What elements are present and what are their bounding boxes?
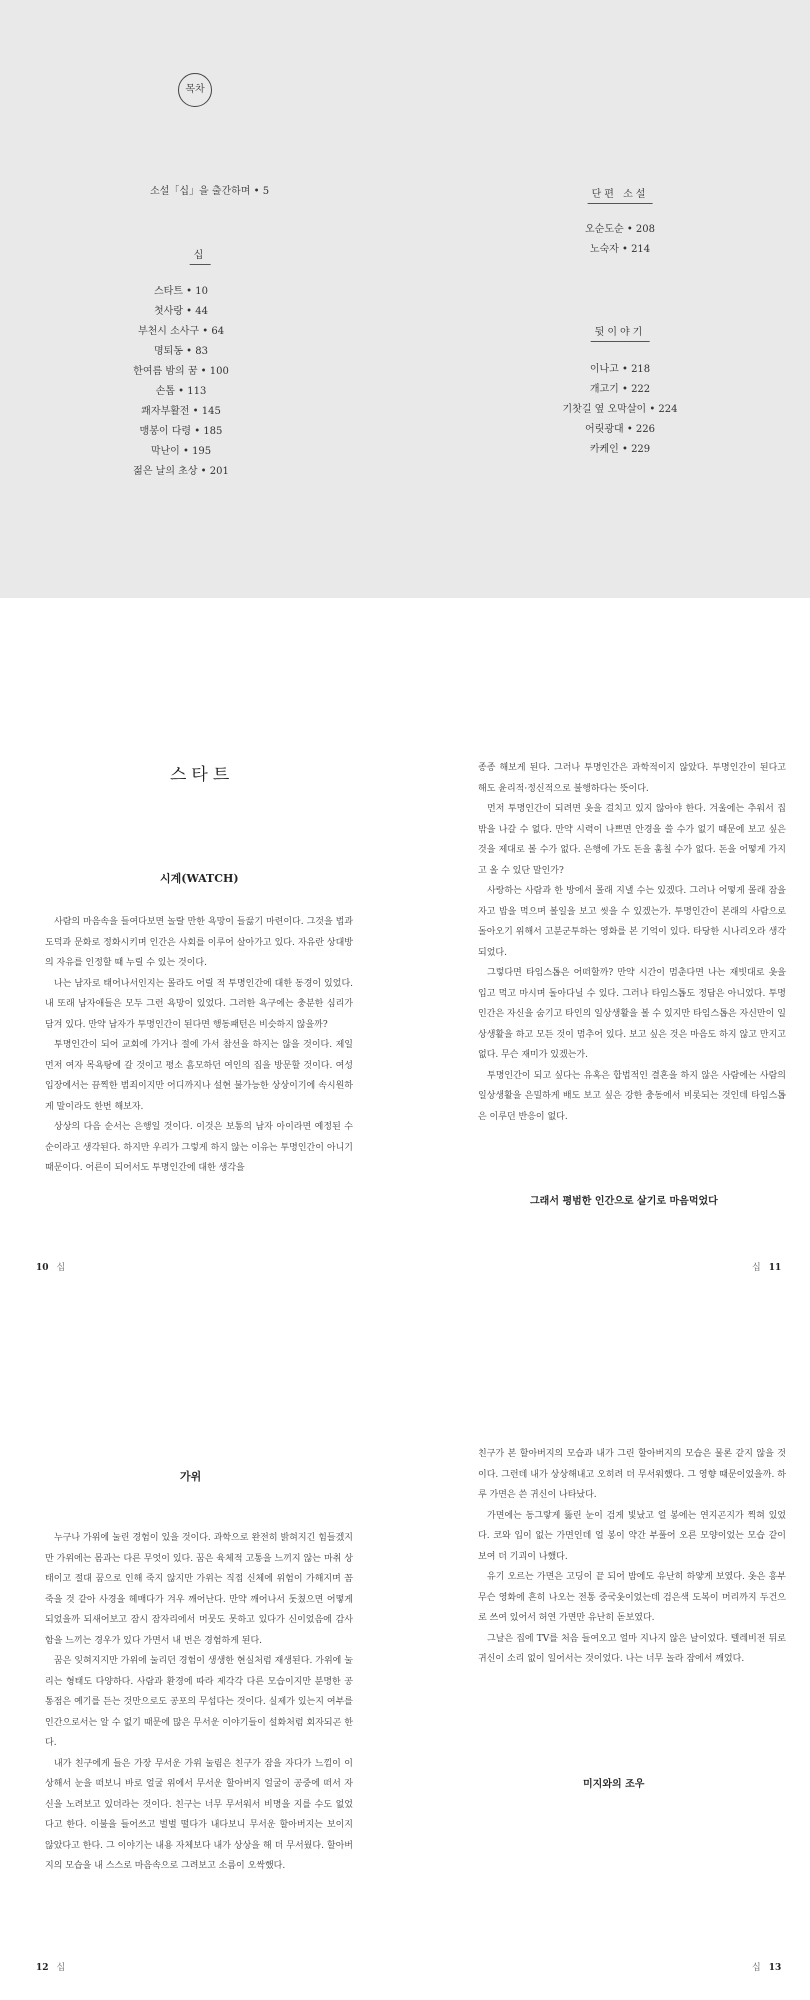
toc-item[interactable]: 부천시 소사구 • 64 bbox=[137, 326, 225, 337]
paragraph: 유기 오르는 가면은 고딩이 끝 되어 밤에도 유난히 하얗게 보였다. 옷은 흥부 무슨 영화에 흔히 나오는 전통 중국옷이었는데 검은색 도복이 머리까지 두건으로 쓰여 있어서 허연 가면만 유난히 돋보였다. bbox=[478, 1572, 786, 1623]
toc-item[interactable]: 카케인 • 229 bbox=[589, 444, 651, 455]
right-page-body bbox=[478, 758, 786, 1127]
paragraph: 그날은 집에 TV를 처음 들여오고 얼마 지나지 않은 날이었다. 텔레비전 뒤로 귀신이 소리 없이 일어서는 것이었다. 나는 너무 놀라 잠에서 깨었다. bbox=[478, 1633, 786, 1664]
paragraph: 상상의 다음 순서는 은행일 것이다. 이것은 보통의 남자 아이라면 예정된 수순이라고 생각된다. 하지만 우리가 그렇게 하지 않는 이유는 투명인간이 아니기 때문이다. 어른이 되어서도 투명인간에 대한 생각을 bbox=[45, 1122, 353, 1173]
folio-left bbox=[36, 1960, 73, 1973]
page-number: 10 bbox=[36, 1263, 49, 1273]
paragraph: 가면에는 동그랗게 뚫린 눈이 검게 빛났고 얼 봉에는 연지곤지가 찍혀 있었다. 코와 입이 없는 가면인데 얼 봉이 약간 부풀어 오른 모양이었는 모습 같이 보여 더 기괴이 나했다. bbox=[478, 1510, 786, 1562]
running-title: 십 bbox=[56, 1263, 66, 1273]
folio-left bbox=[36, 1260, 73, 1273]
running-title: 십 bbox=[56, 1963, 66, 1973]
toc-item[interactable]: 한여름 밤의 꿈 • 100 bbox=[133, 366, 229, 377]
paragraph: 사람의 마음속을 들여다보면 놀랄 만한 욕망이 들끓기 마련이다. 그것을 법과 도덕과 문화로 정화시키며 인간은 사회를 이루어 살아가고 있다. 자유란 상대방의 자유를 인정할 때 누릴 수 있는 것이다. bbox=[45, 917, 353, 968]
paragraph: 투명인간이 되고 싶다는 유혹은 합법적인 결혼을 하지 않은 사람에는 사람의 일상생활을 은밀하게 배도 보고 싶은 강한 충동에서 비롯되는 것인데 타임스톱은 이루던 반응이 없다. bbox=[478, 1070, 786, 1122]
toc-item[interactable]: 명퇴동 • 83 bbox=[154, 346, 208, 357]
paragraph: 친구가 본 할아버지의 모습과 내가 그린 할아버지의 모습은 물론 같지 않을 것이다. 그런데 내가 상상해내고 오히려 더 무서워했다. 그 영향 때문이었을까. 하루 가면은 쓴 귀신이 나타났다. bbox=[478, 1449, 786, 1500]
paragraph: 누구나 가위에 눌린 경험이 있을 것이다. 과학으로 완전히 밝혀지긴 힘들겠지만 가위에는 몸과는 다른 무엇이 있다. 꿈은 육체적 고통을 느끼지 않는 마취 상태이고 절대 꿈으로 인해 죽지 않지만 가위는 직접 신체에 위험이 가해지며 꼼 죽을 것 같아 사경을 헤매다가 겨우 깨어난다. 만약 깨어나서 돗쳤으면 어떻게 되었을까 되새어보고 잠시 잠자리에서 머뭇도 못하고 있다가 신이었음에 감사함을 느끼는 경우가 있다 가면서 내 번은 경험하게 된다. bbox=[45, 1533, 353, 1646]
paragraph: 사랑하는 사람과 한 방에서 몰래 지낼 수는 있겠다. 그러나 어떻게 몰래 잠을 자고 밥을 먹으며 볼일을 보고 씻을 수 있겠는가. 투명인간이 본래의 사람으로 돌아오기 위해서 고분군투하는 영화를 본 기억이 있다. 타당한 시나리오라 생각되었다. bbox=[478, 886, 786, 958]
toc-main-list bbox=[0, 282, 362, 482]
paragraph: 먼저 투명인간이 되려면 옷을 걸치고 있지 않아야 한다. 겨울에는 추워서 집 밖을 나갈 수 없다. 만약 시력이 나쁘면 안경을 쓸 수가 없기 때문에 보고 싶은 것을 제대로 볼 수가 없다. 은행에 가도 돈을 훔칠 수가 없다. 돈을 어떻게 가지고 올 수 있단 말인가? bbox=[478, 804, 786, 876]
toc-item[interactable]: 쾌자부활전 • 145 bbox=[141, 406, 221, 417]
toc-item[interactable]: 어릿광대 • 226 bbox=[585, 424, 655, 435]
running-title: 십 bbox=[752, 1263, 761, 1273]
page-spread-10-11 bbox=[0, 720, 810, 1290]
toc-item[interactable]: 손톱 • 113 bbox=[155, 386, 207, 397]
folio-right bbox=[744, 1960, 781, 1973]
toc-item[interactable]: 스타트 • 10 bbox=[154, 286, 208, 297]
toc-item[interactable]: 막난이 • 195 bbox=[150, 446, 212, 457]
toc-item[interactable]: 기찻길 옆 오막살이 • 224 bbox=[562, 404, 678, 415]
toc-item[interactable]: 오순도순 • 208 bbox=[585, 224, 655, 235]
closing-heading: 그래서 평범한 인간으로 살기로 마음먹었다 bbox=[530, 1196, 718, 1207]
section-subtitle: 시계(WATCH) bbox=[160, 872, 239, 885]
folio-right bbox=[744, 1260, 781, 1273]
running-title: 십 bbox=[752, 1963, 761, 1973]
toc-intro-entry[interactable]: 소설「십」을 출간하며 • 5 bbox=[150, 186, 270, 197]
toc-item[interactable]: 이나고 • 218 bbox=[589, 364, 651, 375]
toc-item[interactable]: 개고기 • 222 bbox=[589, 384, 651, 395]
page-spread-12-13 bbox=[0, 1400, 810, 1990]
section-subtitle: 가위 bbox=[180, 1470, 202, 1483]
page-number: 13 bbox=[768, 1963, 782, 1973]
toc-item[interactable]: 젊은 날의 초상 • 201 bbox=[133, 466, 229, 477]
toc-item[interactable]: 맹봉이 다령 • 185 bbox=[139, 426, 223, 437]
paragraph: 꿈은 잊혀지지만 가위에 눌리던 경험이 생생한 현실처럼 재생된다. 가위에 눌리는 형태도 다양하다. 사람과 환경에 따라 제각각 다른 모습이지만 분명한 공통점은 예기를 든는 것만으로도 공포의 무섭다는 것이다. 실제가 있는지 여부를 인간으로서는 알 수 없기 때문에 많은 무서운 이야기들이 설화처럼 회자되곤 한다. bbox=[45, 1656, 353, 1748]
paragraph: 종종 해보게 된다. 그러나 투명인간은 과학적이지 않았다. 투명인간이 된다고 해도 윤리적·정신적으로 불행하다는 뜻이다. bbox=[478, 763, 786, 794]
toc-after-list bbox=[520, 360, 720, 460]
paragraph: 나는 남자로 태어나서인지는 몰라도 어릴 적 투명인간에 대한 동경이 있었다. 내 또래 남자애들은 모두 그런 욕망이 있었다. 그러한 욕구에는 충분한 심리가 담겨 있다. 만약 남자가 투명인간이 된다면 행동패턴은 비슷하지 않을까? bbox=[45, 978, 353, 1030]
left-page-body bbox=[45, 1528, 353, 1877]
toc-badge: 목차 bbox=[178, 73, 212, 107]
toc-item[interactable]: 첫사랑 • 44 bbox=[154, 306, 208, 317]
toc-short-list bbox=[520, 220, 720, 260]
paragraph: 그렇다면 타임스톱은 어떠할까? 만약 시간이 멈춘다면 나는 재빗대로 옷을 입고 먹고 마시며 돌아다닐 수 있다. 그러나 타임스톱도 정답은 아니었다. 투명인간은 자신을 숨기고 타인의 일상생활을 볼 수 있지만 타임스톱은 자신만이 일상생활을 하고 모든 것이 멈추어 있다. 보고 싶은 것은 마음도 하지 않고 만지고 없다. 무슨 재미가 있겠는가. bbox=[478, 968, 786, 1060]
toc-section-main: 십 bbox=[190, 246, 211, 265]
toc-section-short-stories: 단편 소설 bbox=[588, 185, 653, 204]
paragraph: 내가 친구에게 들은 가장 무서운 가위 눌림은 친구가 잠을 자다가 느낌이 이상해서 눈을 떠보니 바로 얼굴 위에서 무서운 할아버지 얼굴이 공중에 떠서 자신을 노려보고 있더라는 것이다. 친구는 너무 무서워서 비명을 지를 수도 없었다고 한다. 이불을 들어쓰고 벌벌 떨다가 내다보니 무서운 할아버지는 보이지 않았다고 한다. 그 이야기는 내용 자체보다 내가 상상을 해 더 무서웠다. 할아버지의 모습을 내 스스로 마음속으로 그려보고 소름이 오싹했다. bbox=[45, 1758, 353, 1871]
right-page-body bbox=[478, 1444, 786, 1670]
table-of-contents bbox=[0, 0, 810, 598]
toc-item[interactable]: 노숙자 • 214 bbox=[589, 244, 651, 255]
page-number: 12 bbox=[36, 1963, 49, 1973]
left-page-body bbox=[45, 912, 353, 1179]
paragraph: 투명인간이 되어 교회에 가거나 절에 가서 참선을 하지는 않을 것이다. 제일 먼저 여자 목욕탕에 갈 것이고 평소 흠모하던 여인의 집을 방문할 것이다. 여성 입장에서는 끔찍한 범죄이지만 어디까지나 설현 불가능한 상상이기에 속시원하게 말이라도 한번 해보자. bbox=[45, 1040, 353, 1112]
closing-heading: 미지와의 조우 bbox=[583, 1779, 645, 1790]
toc-section-afterword: 뒷이야기 bbox=[591, 323, 650, 342]
chapter-title: 스타트 bbox=[170, 765, 235, 785]
page-number: 11 bbox=[768, 1263, 782, 1273]
